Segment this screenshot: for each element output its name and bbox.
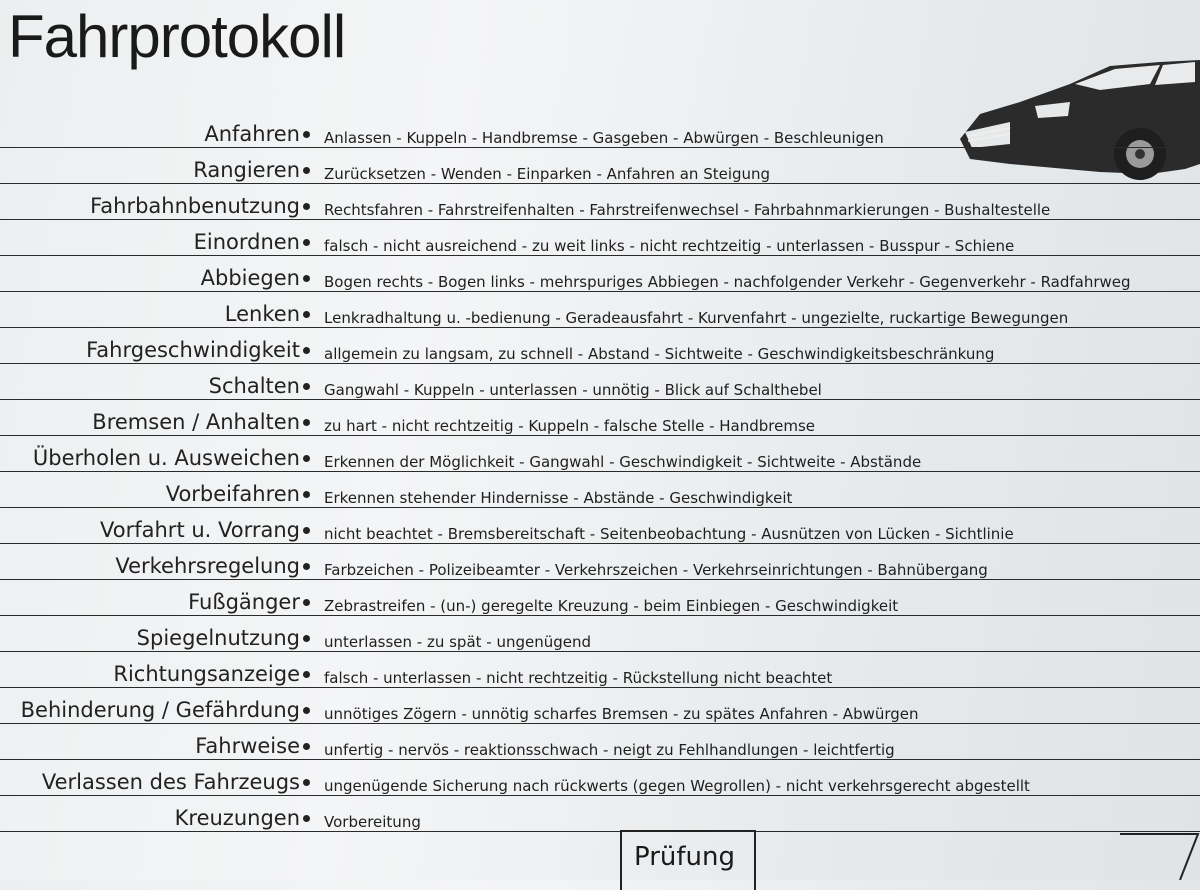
category-description: unterlassen - zu spät - ungenügend: [324, 633, 592, 651]
category-label: Schalten: [208, 374, 300, 398]
list-item: [0, 112, 1200, 148]
category-description: Rechtsfahren - Fahrstreifenhalten - Fahrstreifenwechsel - Fahrbahnmarkierungen - Bushaltestelle: [324, 201, 1051, 219]
bullet-icon: [303, 599, 310, 606]
category-description: Erkennen der Möglichkeit - Gangwahl - Geschwindigkeit - Sichtweite - Abstände: [324, 453, 922, 471]
bullet-icon: [303, 311, 310, 318]
category-label: Einordnen: [193, 230, 300, 254]
list-item: [0, 544, 1200, 580]
bullet-icon: [303, 419, 310, 426]
bullet-icon: [303, 671, 310, 678]
list-item: [0, 220, 1200, 256]
category-label: Verkehrsregelung: [115, 554, 300, 578]
page-title: Fahrprotokoll: [8, 3, 346, 70]
bullet-icon: [303, 347, 310, 354]
pruefung-label: Prüfung: [634, 842, 736, 872]
list-item: [0, 436, 1200, 472]
category-label: Rangieren: [193, 158, 300, 182]
list-item: [0, 580, 1200, 616]
category-label: Fahrgeschwindigkeit: [86, 338, 300, 362]
list-item: [0, 688, 1200, 724]
category-label: Lenken: [224, 302, 300, 326]
bullet-icon: [303, 275, 310, 282]
bullet-icon: [303, 743, 310, 750]
bullet-icon: [303, 707, 310, 714]
category-label: Behinderung / Gefährdung: [20, 698, 300, 722]
category-description: ungenügende Sicherung nach rückwerts (gegen Wegrollen) - nicht verkehrsgerecht abgestellt: [324, 777, 1030, 795]
bullet-icon: [303, 491, 310, 498]
category-label: Vorfahrt u. Vorrang: [100, 518, 300, 542]
category-label: Abbiegen: [200, 266, 300, 290]
category-label: Kreuzungen: [174, 806, 300, 830]
bullet-icon: [303, 455, 310, 462]
list-item: [0, 184, 1200, 220]
category-label: Richtungsanzeige: [113, 662, 300, 686]
category-description: Vorbereitung: [324, 813, 421, 831]
list-item: [0, 400, 1200, 436]
category-label: Anfahren: [204, 122, 300, 146]
bullet-icon: [303, 527, 310, 534]
list-item: [0, 364, 1200, 400]
category-description: zu hart - nicht rechtzeitig - Kuppeln - falsche Stelle - Handbremse: [324, 417, 815, 435]
category-description: Zebrastreifen - (un-) geregelte Kreuzung - beim Einbiegen - Geschwindigkeit: [324, 597, 899, 615]
category-description: Zurücksetzen - Wenden - Einparken - Anfahren an Steigung: [324, 165, 771, 183]
category-description: unfertig - nervös - reaktionsschwach - neigt zu Fehlhandlungen - leichtfertig: [324, 741, 895, 759]
category-label: Überholen u. Ausweichen: [32, 446, 300, 470]
pruefung-box: [620, 830, 756, 890]
bullet-icon: [303, 635, 310, 642]
list-item: [0, 148, 1200, 184]
category-description: falsch - nicht ausreichend - zu weit links - nicht rechtzeitig - unterlassen - Busspur - Schiene: [324, 237, 1015, 255]
list-item: [0, 760, 1200, 796]
category-description: unnötiges Zögern - unnötig scharfes Bremsen - zu spätes Anfahren - Abwürgen: [324, 705, 919, 723]
category-label: Spiegelnutzung: [136, 626, 300, 650]
list-item: [0, 472, 1200, 508]
category-description: Erkennen stehender Hindernisse - Abstände - Geschwindigkeit: [324, 489, 793, 507]
corner-line-mark: [1120, 830, 1200, 880]
category-description: Bogen rechts - Bogen links - mehrspuriges Abbiegen - nachfolgender Verkehr - Gegenverkehr - Radfahrweg: [324, 273, 1131, 291]
list-item: [0, 292, 1200, 328]
category-label: Fahrbahnbenutzung: [90, 194, 300, 218]
list-item: [0, 328, 1200, 364]
category-description: nicht beachtet - Bremsbereitschaft - Seitenbeobachtung - Ausnützen von Lücken - Sichtlinie: [324, 525, 1014, 543]
category-description: Farbzeichen - Polizeibeamter - Verkehrszeichen - Verkehrseinrichtungen - Bahnübergang: [324, 561, 988, 579]
bullet-icon: [303, 779, 310, 786]
bullet-icon: [303, 203, 310, 210]
category-description: Anlassen - Kuppeln - Handbremse - Gasgeben - Abwürgen - Beschleunigen: [324, 129, 884, 147]
category-label: Fahrweise: [195, 734, 300, 758]
bullet-icon: [303, 167, 310, 174]
bullet-icon: [303, 239, 310, 246]
bullet-icon: [303, 131, 310, 138]
list-item: [0, 616, 1200, 652]
category-description: falsch - unterlassen - nicht rechtzeitig - Rückstellung nicht beachtet: [324, 669, 833, 687]
category-description: Gangwahl - Kuppeln - unterlassen - unnötig - Blick auf Schalthebel: [324, 381, 822, 399]
category-label: Vorbeifahren: [165, 482, 300, 506]
list-item: [0, 724, 1200, 760]
list-item: [0, 256, 1200, 292]
category-description: Lenkradhaltung u. -bedienung - Geradeausfahrt - Kurvenfahrt - ungezielte, ruckartige Bewegungen: [324, 309, 1069, 327]
bullet-icon: [303, 563, 310, 570]
list-item: [0, 796, 1200, 832]
category-description: allgemein zu langsam, zu schnell - Abstand - Sichtweite - Geschwindigkeitsbeschränkung: [324, 345, 995, 363]
category-label: Verlassen des Fahrzeugs: [41, 770, 300, 794]
category-label: Bremsen / Anhalten: [92, 410, 300, 434]
bullet-icon: [303, 815, 310, 822]
list-item: [0, 508, 1200, 544]
category-label: Fußgänger: [188, 590, 300, 614]
list-item: [0, 652, 1200, 688]
bullet-icon: [303, 383, 310, 390]
